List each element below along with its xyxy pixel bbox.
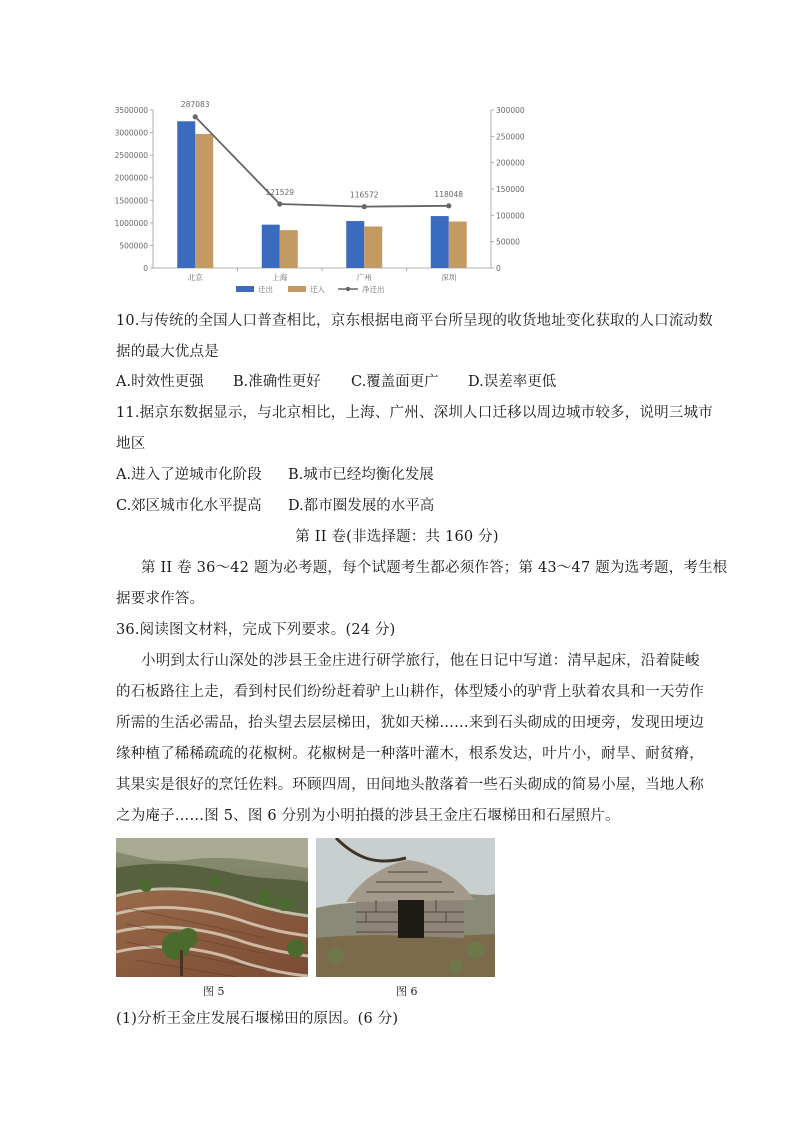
q36-para-line1: 小明到太行山深处的涉县王金庄进行研学旅行，他在日记中写道：清早起床，沿着陡峻 <box>141 653 700 669</box>
bar-out <box>262 225 280 268</box>
q36-para-line6: 之为庵子……图 5、图 6 分别为小明拍摄的涉县王金庄石堰梯田和石屋照片。 <box>116 808 620 824</box>
q36-para-line2: 的石板路往上走，看到村民们纷纷赶着驴上山耕作，体型矮小的驴背上驮着农具和一天劳作 <box>116 684 704 700</box>
right-tick-label: 100000 <box>496 211 525 221</box>
net-migration-data-label: 287083 <box>180 99 210 109</box>
left-tick-label: 1500000 <box>114 196 148 206</box>
net-migration-point <box>362 204 367 209</box>
net-migration-point <box>446 203 451 208</box>
left-tick-label: 3000000 <box>114 128 148 138</box>
left-tick-label: 500000 <box>119 241 148 251</box>
q36-subquestion-1: (1)分析王金庄发展石堰梯田的原因。(6 分) <box>116 1011 399 1027</box>
left-tick-label: 2500000 <box>114 151 148 161</box>
net-migration-line <box>195 117 449 207</box>
legend-label-out: 迁出 <box>258 285 273 294</box>
bar-out <box>431 216 449 268</box>
section-intro-line1: 第 II 卷 36～42 题为必考题，每个试题考生都必须作答；第 43～47 题为选考题，考生根 <box>141 560 728 576</box>
bar-in <box>364 226 382 268</box>
right-tick-label: 250000 <box>496 132 525 142</box>
section-intro-line2: 据要求作答。 <box>116 591 205 607</box>
population-migration-chart <box>108 96 528 301</box>
figure5-caption: 图 5 <box>203 985 225 998</box>
right-tick-label: 200000 <box>496 158 525 168</box>
category-label: 上海 <box>272 273 288 282</box>
left-tick-label: 3500000 <box>114 106 148 115</box>
q11-stem-line2: 地区 <box>116 436 146 452</box>
net-migration-data-label: 121529 <box>265 187 295 197</box>
right-tick-label: 300000 <box>496 106 525 115</box>
legend-label-in: 迁入 <box>310 285 325 294</box>
right-tick-label: 150000 <box>496 185 525 194</box>
bar-out <box>346 221 364 268</box>
q36-para-line3: 所需的生活必需品，抬头望去层层梯田，犹如天梯……来到石头砌成的田埂旁，发现田埂边 <box>116 715 704 731</box>
figure6-caption: 图 6 <box>396 985 418 998</box>
legend-marker-net <box>346 287 350 291</box>
section-title: 第 II 卷(非选择题：共 160 分) <box>295 529 499 545</box>
net-migration-data-label: 116572 <box>349 190 379 200</box>
left-tick-label: 0 <box>143 264 148 273</box>
net-migration-point <box>277 201 282 206</box>
bar-in <box>280 230 298 268</box>
stone-hut-photo <box>316 838 495 977</box>
net-migration-point <box>193 114 198 119</box>
bar-out <box>177 121 195 268</box>
net-migration-data-label: 118048 <box>434 189 464 199</box>
q10-stem-line1: 10.与传统的全国人口普查相比，京东根据电商平台所呈现的收货地址变化获取的人口流动数 <box>116 313 713 329</box>
q11-option-d: D.都市圈发展的水平高 <box>288 498 435 514</box>
q11-stem-line1: 11.据京东数据显示，与北京相比，上海、广州、深圳人口迁移以周边城市较多，说明三城市 <box>116 405 713 421</box>
left-tick-label: 2000000 <box>114 173 148 183</box>
category-label: 广州 <box>356 273 372 282</box>
q10-option-b: B.准确性更好 <box>233 374 321 390</box>
terraced-fields-photo <box>116 838 308 977</box>
legend-swatch-out <box>236 286 254 292</box>
q10-option-c: C.覆盖面更广 <box>351 374 439 390</box>
bar-in <box>449 222 467 268</box>
q11-option-b: B.城市已经均衡化发展 <box>288 467 434 483</box>
q11-option-a: A.进入了逆城市化阶段 <box>116 467 262 483</box>
legend-swatch-in <box>288 286 306 292</box>
q10-option-a: A.时效性更强 <box>116 374 204 390</box>
bar-in <box>195 134 213 268</box>
q36-para-line5: 其果实是很好的烹饪佐料。环顾四周，田间地头散落着一些石头砌成的简易小屋，当地人称 <box>116 777 704 793</box>
q10-option-d: D.误差率更低 <box>468 374 557 390</box>
left-tick-label: 1000000 <box>114 218 148 228</box>
right-tick-label: 50000 <box>496 237 520 247</box>
right-tick-label: 0 <box>496 264 501 273</box>
category-label: 深圳 <box>441 273 457 282</box>
q11-option-c: C.郊区城市化水平提高 <box>116 498 262 514</box>
category-label: 北京 <box>187 273 203 282</box>
q10-stem-line2: 据的最大优点是 <box>116 344 219 360</box>
q36-para-line4: 缘种植了稀稀疏疏的花椒树。花椒树是一种落叶灌木，根系发达，叶片小，耐旱、耐贫瘠， <box>116 746 704 762</box>
legend-label-net: 净迁出 <box>362 285 385 294</box>
q36-title: 36.阅读图文材料，完成下列要求。(24 分) <box>116 622 396 638</box>
